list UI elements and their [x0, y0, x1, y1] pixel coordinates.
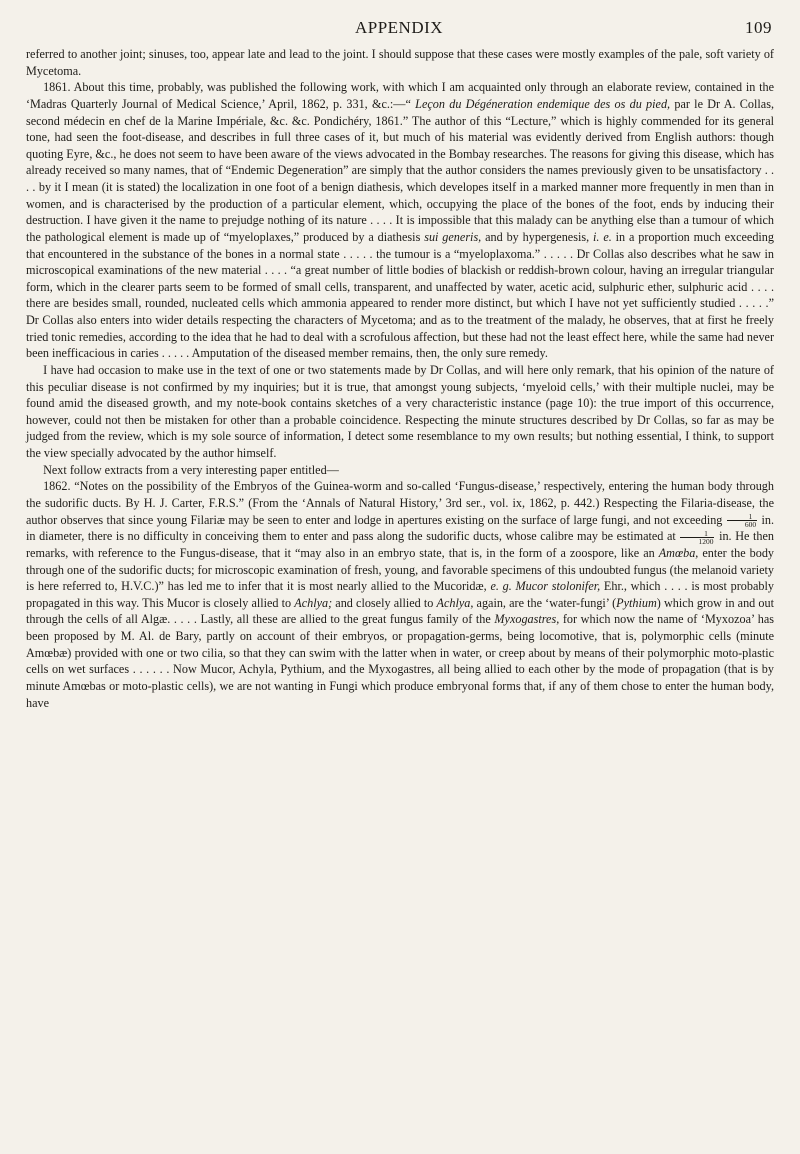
paragraph-1862-carter: 1862. “Notes on the possibility of the Embryos of the Guinea-worm and so-called ‘Fungus-disease,’ respectively, entering the human body through the sudorific ducts. By H. J. Carter, F.R.S.” (From the ‘Annals of Natural History,’ 3rd ser., vol. ix, 1862, p. 442.) Respecting the Filaria-disease, the author observes that since young Filariæ may be seen to enter and lodge in apertures existing on the surface of large fungi, and not exceeding $\frac{1}{600}$ in. in diameter, there is no difficulty in conceiving them to enter and pass along the sudorific ducts, whose calibre may be estimated at $\frac{1}{1200}$ in. He then remarks, with reference to the Fungus-disease, that it “may also in an embryo state, that is, in the form of a zoospore, like an Amœba, enter the body through one of the sudorific ducts; for microscopic examination of fresh, young, and favorable specimens of this undoubted fungus (the melanoid variety is here referred to, H.V.C.)” has led me to infer that it is most nearly allied to the Mucoridæ, e. g. Mucor stolonifer, Ehr., which . . . . is most probably propagated in this way. This Mucor is closely allied to Achlya; and closely allied to Achlya, again, are the ‘water-fungi’ (Pythium) which grow in and out through the cells of all Algæ. . . . . Lastly, all these are allied to the great fungus family of the Myxogastres, for which now the name of ‘Myxozoa’ has been proposed by M. Al. de Bary, partly on account of their embryos, or propagation-germs, being locomotive, that is, polymorphic cells (minute Amœbæ) provided with one or two cilia, so that they can swim with the latter when in water, or creep about by means of their polymorphic moto-plastic cells on wet surfaces . . . . . . Now Mucor, Achyla, Pythium, and the Myxogastres, all being allied to each other by the mode of propagation (that is by minute Amœbas or moto-plastic cells), we are not wanting in Fungi which produce embryonal forms that, if any of them chose to enter the human body, have [26, 479, 775, 710]
page-body [26, 46, 774, 711]
fraction-one-twelve-hundredth: $\frac{1}{1200}$ [680, 530, 714, 545]
paragraph-continuation: referred to another joint; sinuses, too, appear late and lead to the joint. I should suppose that these cases were mostly examples of the pale, soft variety of Mycetoma. [26, 47, 774, 78]
work-title: Leçon du Dégéneration endemique des os du pied, [415, 96, 671, 111]
paragraph-remarks: I have had occasion to make use in the text of one or two statements made by Dr Collas, and will here only remark, that his opinion of the nature of this peculiar disease is not confirmed by my inquiries; but it is true, that amongst young subjects, ‘myeloid cells,’ with their multiple nuclei, may be found amid the diseased growth, and my note-book contains sketches of a very characteristic instance (page 10): the true import of this occurrence, however, could not then be mistaken for other than a probable coincidence. Respecting the minute structures described by Dr Collas, so far as may be judged from the review, which is my sole source of information, I detect some resemblance to my own results; but nothing essential, I think, to support the view specially advocated by the author himself. [26, 362, 774, 460]
running-header [26, 18, 772, 40]
running-title: APPENDIX [354, 18, 444, 37]
page-number: 109 [745, 18, 772, 37]
paragraph-next-follow: Next follow extracts from a very interesting paper entitled— [43, 462, 339, 477]
paragraph-1861-collas: 1861. About this time, probably, was published the following work, with which I am acquainted only through an elaborate review, contained in the ‘Madras Quarterly Journal of Medical Science,’ April, 1862, p. 331, &c.:—“ Leçon du Dégéneration endemique des os du pied, par le Dr A. Collas, second médecin en chef de la Marine Impériale, &c. &c. Pondichéry, 1861.” The author of this “Lecture,” which is highly commended for its general tone, had seen the foot-disease, and describes in full three cases of it, but much of his material was evidently derived from English authors: though quoting Eyre, &c., he does not seem to have been aware of the views advocated in the Bombay researches. The reasons for giving this disease, which has already received so many names, that of “Endemic Degeneration” are simply that the author considers the names previously given to be unsatisfactory . . . . by it I mean (it is stated) the localization in one foot of a benign diathesis, which developes itself in a marked manner more frequently in men than in women, and is characterised by the production of a particular element, which, occupying the place of the bones of the foot, ends by inducing their destruction. I have given it the name to prejudge nothing of its nature . . . . It is impossible that this malady can be anything else than a tumour of which the pathological element is made up of “myeloplaxes,” produced by a diathesis sui generis, and by hypergenesis, i. e. in a proportion much exceeding that encountered in the substance of the bones in a normal state . . . . . the tumour is a “myeloplaxoma.” . . . . . Dr Collas also describes what he saw in microscopical examinations of the new material . . . . “a great number of little bodies of blackish or reddish-brown colour, having an irregular triangular form, which in the clearer parts seem to be formed of small cells, transparent, and unaffected by water, acetic acid, sulphuric ether, sulphuric acid . . . . there are besides small, rounded, nucleated cells which ammonia appeared to render more distinct, but which I have not yet sufficiently studied . . . . .” Dr Collas also enters into wider details respecting the characters of Mycetoma; and as to the treatment of the malady, he observes, that at first he freely tried tonic remedies, according to the idea that he had to deal with a scrofulous affection, but these had not the least effect here, while the same had never been inefficacious in caries . . . . . Amputation of the diseased member remains, then, the only sure remedy. [26, 80, 774, 361]
fraction-one-six-hundredth: $\frac{1}{600}$ [727, 513, 757, 528]
